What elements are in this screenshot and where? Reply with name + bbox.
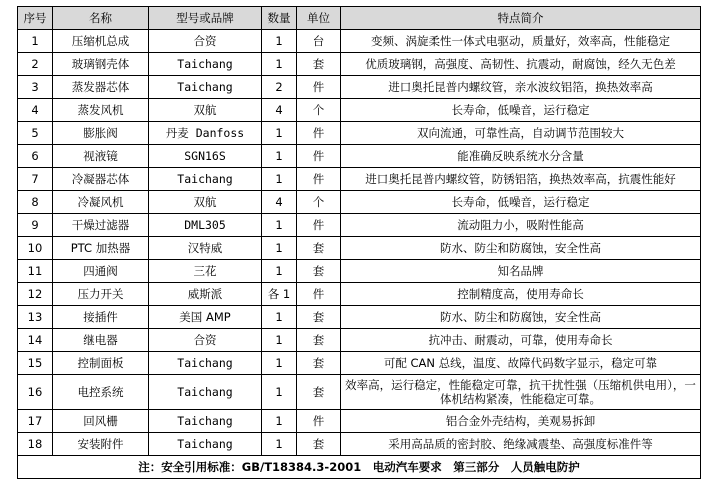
header-desc: 特点简介 <box>341 7 701 30</box>
table-row <box>18 76 701 99</box>
cell-unit: 件 <box>297 76 341 99</box>
cell-no: 5 <box>18 122 53 145</box>
cell-desc: 进口奥托昆普内螺纹管，防锈铝箔，换热效率高，抗震性能好 <box>341 168 701 191</box>
cell-no: 1 <box>18 30 53 53</box>
cell-name: 控制面板 <box>53 352 149 375</box>
cell-qty: 1 <box>262 306 297 329</box>
cell-unit: 套 <box>297 375 341 410</box>
cell-brand: 丹麦 Danfoss <box>149 122 262 145</box>
header-no: 序号 <box>18 7 53 30</box>
cell-desc: 长寿命，低噪音，运行稳定 <box>341 99 701 122</box>
cell-desc: 可配 CAN 总线，温度、故障代码数字显示，稳定可靠 <box>341 352 701 375</box>
table-row <box>18 145 701 168</box>
table-row <box>18 433 701 456</box>
cell-brand: Taichang <box>149 76 262 99</box>
cell-qty: 1 <box>262 237 297 260</box>
cell-unit: 套 <box>297 433 341 456</box>
cell-no: 16 <box>18 375 53 410</box>
cell-name: 冷凝器芯体 <box>53 168 149 191</box>
cell-unit: 套 <box>297 306 341 329</box>
table-row <box>18 237 701 260</box>
cell-qty: 1 <box>262 260 297 283</box>
header-brand: 型号或品牌 <box>149 7 262 30</box>
table-row <box>18 283 701 306</box>
cell-no: 4 <box>18 99 53 122</box>
table-row <box>18 53 701 76</box>
table-row <box>18 122 701 145</box>
cell-desc: 防水、防尘和防腐蚀，安全性高 <box>341 306 701 329</box>
cell-desc: 控制精度高，使用寿命长 <box>341 283 701 306</box>
cell-desc: 进口奥托昆普内螺纹管，亲水波纹铝箔，换热效率高 <box>341 76 701 99</box>
cell-name: 安装附件 <box>53 433 149 456</box>
cell-name: 继电器 <box>53 329 149 352</box>
cell-qty: 1 <box>262 433 297 456</box>
cell-no: 14 <box>18 329 53 352</box>
cell-no: 2 <box>18 53 53 76</box>
cell-unit: 件 <box>297 283 341 306</box>
cell-name: 四通阀 <box>53 260 149 283</box>
cell-no: 8 <box>18 191 53 214</box>
cell-brand: Taichang <box>149 168 262 191</box>
cell-name: 接插件 <box>53 306 149 329</box>
cell-qty: 1 <box>262 145 297 168</box>
cell-no: 9 <box>18 214 53 237</box>
header-row <box>18 7 701 30</box>
cell-desc: 长寿命，低噪音，运行稳定 <box>341 191 701 214</box>
cell-unit: 台 <box>297 30 341 53</box>
cell-unit: 套 <box>297 237 341 260</box>
cell-qty: 1 <box>262 214 297 237</box>
cell-unit: 件 <box>297 214 341 237</box>
header-unit: 单位 <box>297 7 341 30</box>
cell-qty: 1 <box>262 329 297 352</box>
cell-desc: 流动阻力小，吸附性能高 <box>341 214 701 237</box>
cell-unit: 套 <box>297 352 341 375</box>
cell-brand: SGN16S <box>149 145 262 168</box>
note-row <box>18 456 701 479</box>
cell-brand: 威斯派 <box>149 283 262 306</box>
cell-name: 膨胀阀 <box>53 122 149 145</box>
cell-unit: 套 <box>297 260 341 283</box>
cell-no: 17 <box>18 410 53 433</box>
cell-name: 玻璃钢壳体 <box>53 53 149 76</box>
cell-unit: 件 <box>297 145 341 168</box>
cell-qty: 1 <box>262 168 297 191</box>
cell-name: PTC 加热器 <box>53 237 149 260</box>
cell-qty: 1 <box>262 352 297 375</box>
cell-brand: 合资 <box>149 329 262 352</box>
cell-name: 冷凝风机 <box>53 191 149 214</box>
cell-name: 视液镜 <box>53 145 149 168</box>
cell-desc: 铝合金外壳结构，美观易拆卸 <box>341 410 701 433</box>
table-row <box>18 329 701 352</box>
cell-brand: Taichang <box>149 375 262 410</box>
table-row <box>18 191 701 214</box>
cell-qty: 1 <box>262 375 297 410</box>
cell-no: 13 <box>18 306 53 329</box>
cell-brand: 合资 <box>149 30 262 53</box>
cell-desc: 优质玻璃钢，高强度、高韧性、抗震动，耐腐蚀，经久无色差 <box>341 53 701 76</box>
table-row <box>18 306 701 329</box>
table-row <box>18 352 701 375</box>
cell-no: 11 <box>18 260 53 283</box>
table-row <box>18 214 701 237</box>
cell-brand: Taichang <box>149 53 262 76</box>
cell-name: 回风栅 <box>53 410 149 433</box>
cell-desc: 抗冲击、耐震动，可靠，使用寿命长 <box>341 329 701 352</box>
table-row <box>18 99 701 122</box>
cell-qty: 1 <box>262 410 297 433</box>
cell-brand: Taichang <box>149 352 262 375</box>
cell-name: 蒸发风机 <box>53 99 149 122</box>
table-row <box>18 375 701 410</box>
header-name: 名称 <box>53 7 149 30</box>
cell-unit: 件 <box>297 122 341 145</box>
cell-brand: DML305 <box>149 214 262 237</box>
cell-qty: 各 1 <box>262 283 297 306</box>
cell-brand: 美国 AMP <box>149 306 262 329</box>
table-row <box>18 168 701 191</box>
cell-no: 18 <box>18 433 53 456</box>
cell-brand: 汉特威 <box>149 237 262 260</box>
cell-unit: 套 <box>297 329 341 352</box>
cell-qty: 1 <box>262 53 297 76</box>
cell-name: 电控系统 <box>53 375 149 410</box>
cell-desc: 防水、防尘和防腐蚀，安全性高 <box>341 237 701 260</box>
cell-unit: 件 <box>297 410 341 433</box>
cell-no: 3 <box>18 76 53 99</box>
cell-desc: 能准确反映系统水分含量 <box>341 145 701 168</box>
cell-desc: 变频、涡旋柔性一体式电驱动，质量好，效率高，性能稳定 <box>341 30 701 53</box>
cell-desc: 知名品牌 <box>341 260 701 283</box>
cell-no: 7 <box>18 168 53 191</box>
cell-unit: 个 <box>297 99 341 122</box>
cell-desc: 双向流通，可靠性高，自动调节范围较大 <box>341 122 701 145</box>
cell-brand: Taichang <box>149 433 262 456</box>
cell-desc: 采用高品质的密封胶、绝缘减震垫、高强度标准件等 <box>341 433 701 456</box>
cell-qty: 4 <box>262 191 297 214</box>
standards-note: 注：安全引用标准：GB/T18384.3-2001 电动汽车要求 第三部分 人员触电防护 <box>18 456 701 479</box>
cell-no: 12 <box>18 283 53 306</box>
cell-unit: 个 <box>297 191 341 214</box>
cell-unit: 套 <box>297 53 341 76</box>
cell-no: 10 <box>18 237 53 260</box>
header-qty: 数量 <box>262 7 297 30</box>
cell-qty: 4 <box>262 99 297 122</box>
cell-unit: 件 <box>297 168 341 191</box>
cell-name: 干燥过滤器 <box>53 214 149 237</box>
cell-name: 压力开关 <box>53 283 149 306</box>
table-row <box>18 410 701 433</box>
cell-name: 压缩机总成 <box>53 30 149 53</box>
cell-brand: Taichang <box>149 410 262 433</box>
spec-table <box>17 6 701 479</box>
table-row <box>18 30 701 53</box>
cell-brand: 三花 <box>149 260 262 283</box>
cell-qty: 1 <box>262 122 297 145</box>
cell-no: 15 <box>18 352 53 375</box>
cell-no: 6 <box>18 145 53 168</box>
cell-brand: 双航 <box>149 99 262 122</box>
cell-qty: 2 <box>262 76 297 99</box>
cell-qty: 1 <box>262 30 297 53</box>
cell-brand: 双航 <box>149 191 262 214</box>
cell-name: 蒸发器芯体 <box>53 76 149 99</box>
table-row <box>18 260 701 283</box>
cell-desc: 效率高，运行稳定，性能稳定可靠，抗干扰性强（压缩机供电用），一体机结构紧凑，性能稳定可靠。 <box>341 375 701 410</box>
